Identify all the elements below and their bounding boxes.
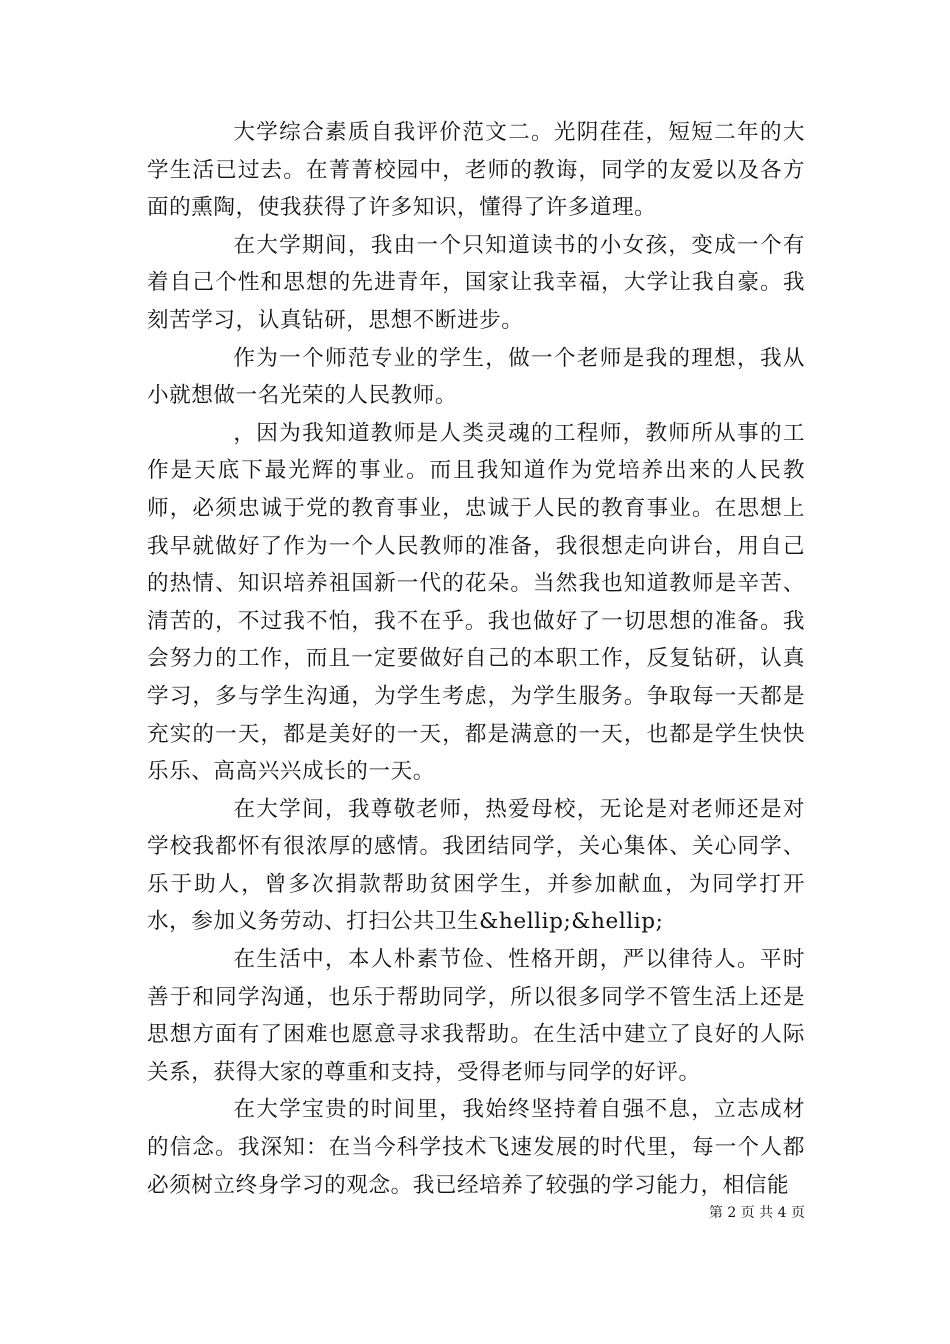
paragraph-3: 作为一个师范专业的学生，做一个老师是我的理想，我从小就想做一名光荣的人民教师。: [147, 345, 805, 409]
paragraph-4: ，因为我知道教师是人类灵魂的工程师，教师所从事的工作是天底下最光辉的事业。而且我知道作为党培养出来的人民教师，必须忠诚于党的教育事业，忠诚于人民的教育事业。在思想上我早就做好了作为一个人民教师的准备，我很想走向讲台，用自己的热情、知识培养祖国新一代的花朵。当然我也知道教师是辛苦、清苦的，不过我不怕，我不在乎。我也做好了一切思想的准备。我会努力的工作，而且一定要做好自己的本职工作，反复钻研，认真学习，多与学生沟通，为学生考虑，为学生服务。争取每一天都是充实的一天，都是美好的一天，都是满意的一天，也都是学生快快乐乐、高高兴兴成长的一天。: [147, 420, 805, 785]
page-number-footer: 第 2 页 共 4 页: [708, 1205, 805, 1221]
paragraph-7: 在大学宝贵的时间里，我始终坚持着自强不息，立志成材的信念。我深知：在当今科学技术飞速发展的时代里，每一个人都必须树立终身学习的观念。我已经培养了较强的学习能力，相信能: [147, 1097, 805, 1198]
paragraph-5: 在大学间，我尊敬老师，热爱母校，无论是对老师还是对学校我都怀有很浓厚的感情。我团结同学，关心集体、关心同学、乐于助人，曾多次捐款帮助贫困学生，并参加献血，为同学打开水，参加义务劳动、打扫公共卫生&hellip;&hellip;: [147, 796, 805, 935]
paragraph-6: 在生活中，本人朴素节俭、性格开朗，严以律待人。平时善于和同学沟通，也乐于帮助同学，所以很多同学不管生活上还是思想方面有了困难也愿意寻求我帮助。在生活中建立了良好的人际关系，获得大家的尊重和支持，受得老师与同学的好评。: [147, 947, 805, 1085]
paragraph-2: 在大学期间，我由一个只知道读书的小女孩，变成一个有着自己个性和思想的先进青年，国家让我幸福，大学让我自豪。我刻苦学习，认真钻研，思想不断进步。: [147, 232, 805, 333]
paragraph-1: 大学综合素质自我评价范文二。光阴荏荏，短短二年的大学生活已过去。在菁菁校园中，老师的教诲，同学的友爱以及各方面的熏陶，使我获得了许多知识，懂得了许多道理。: [147, 120, 805, 221]
document-body: [147, 114, 805, 1204]
